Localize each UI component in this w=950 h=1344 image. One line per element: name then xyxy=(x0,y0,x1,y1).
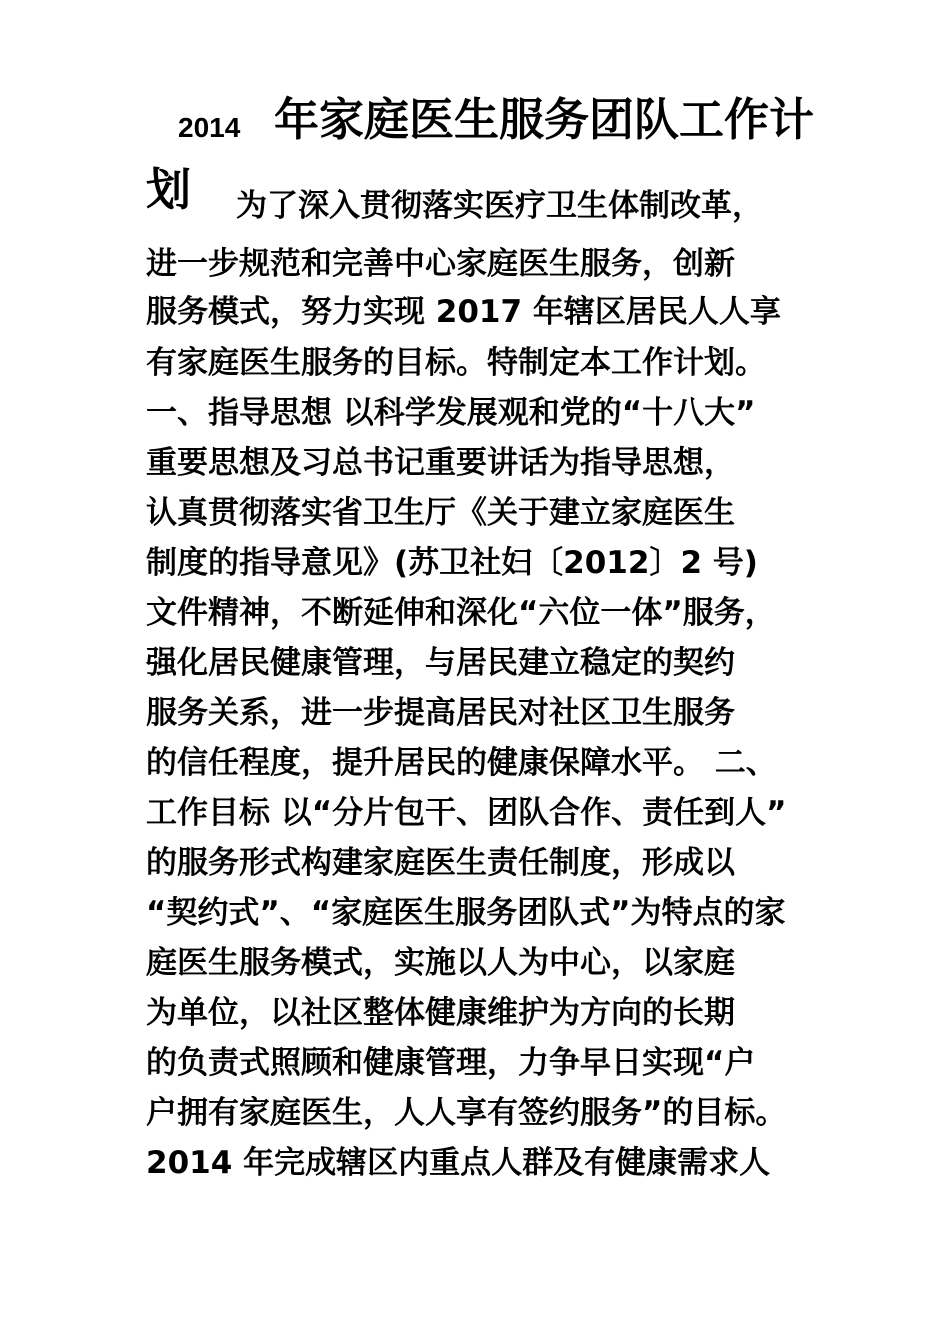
body-line: 户拥有家庭医生，人人享有签约服务”的目标。 xyxy=(146,1095,787,1131)
body-line: 庭医生服务模式，实施以人为中心，以家庭 xyxy=(146,945,735,981)
body-line: 制度的指导意见》(苏卫社妇〔2012〕2 号) xyxy=(146,545,758,581)
body-line: “契约式”、“家庭医生服务团队式”为特点的家 xyxy=(146,895,786,931)
body-line: 2014 年完成辖区内重点人群及有健康需求人 xyxy=(146,1145,771,1181)
body-line: 为单位，以社区整体健康维护为方向的长期 xyxy=(146,995,735,1031)
body-line: 文件精神，不断延伸和深化“六位一体”服务， xyxy=(146,595,776,631)
section-heading-line: 一、指导思想 以科学发展观和党的“十八大” xyxy=(146,395,756,431)
body-line: 服务关系，进一步提高居民对社区卫生服务 xyxy=(146,695,735,731)
body-line: 强化居民健康管理，与居民建立稳定的契约 xyxy=(146,645,735,681)
body-line: 的服务形式构建家庭医生责任制度，形成以 xyxy=(146,845,735,881)
body-line: 为了深入贯彻落实医疗卫生体制改革， xyxy=(236,188,763,224)
body-line: 服务模式，努力实现 2017 年辖区居民人人享 xyxy=(146,294,781,330)
document-title: 年家庭医生服务团队工作计 xyxy=(274,93,815,146)
section-heading-line: 工作目标 以“分片包干、团队合作、责任到人” xyxy=(146,795,787,831)
body-line: 的信任程度，提升居民的健康保障水平。 二、 xyxy=(146,745,777,781)
body-line: 的负责式照顾和健康管理，力争早日实现“户 xyxy=(146,1045,756,1081)
body-line: 进一步规范和完善中心家庭医生服务，创新 xyxy=(146,246,735,282)
body-line: 有家庭医生服务的目标。特制定本工作计划。 xyxy=(146,345,766,381)
title-year: 2014 xyxy=(178,112,241,143)
document-title-continuation: 划 xyxy=(146,163,192,216)
body-line: 认真贯彻落实省卫生厅《关于建立家庭医生 xyxy=(146,495,735,531)
body-line: 重要思想及习总书记重要讲话为指导思想， xyxy=(146,445,735,481)
